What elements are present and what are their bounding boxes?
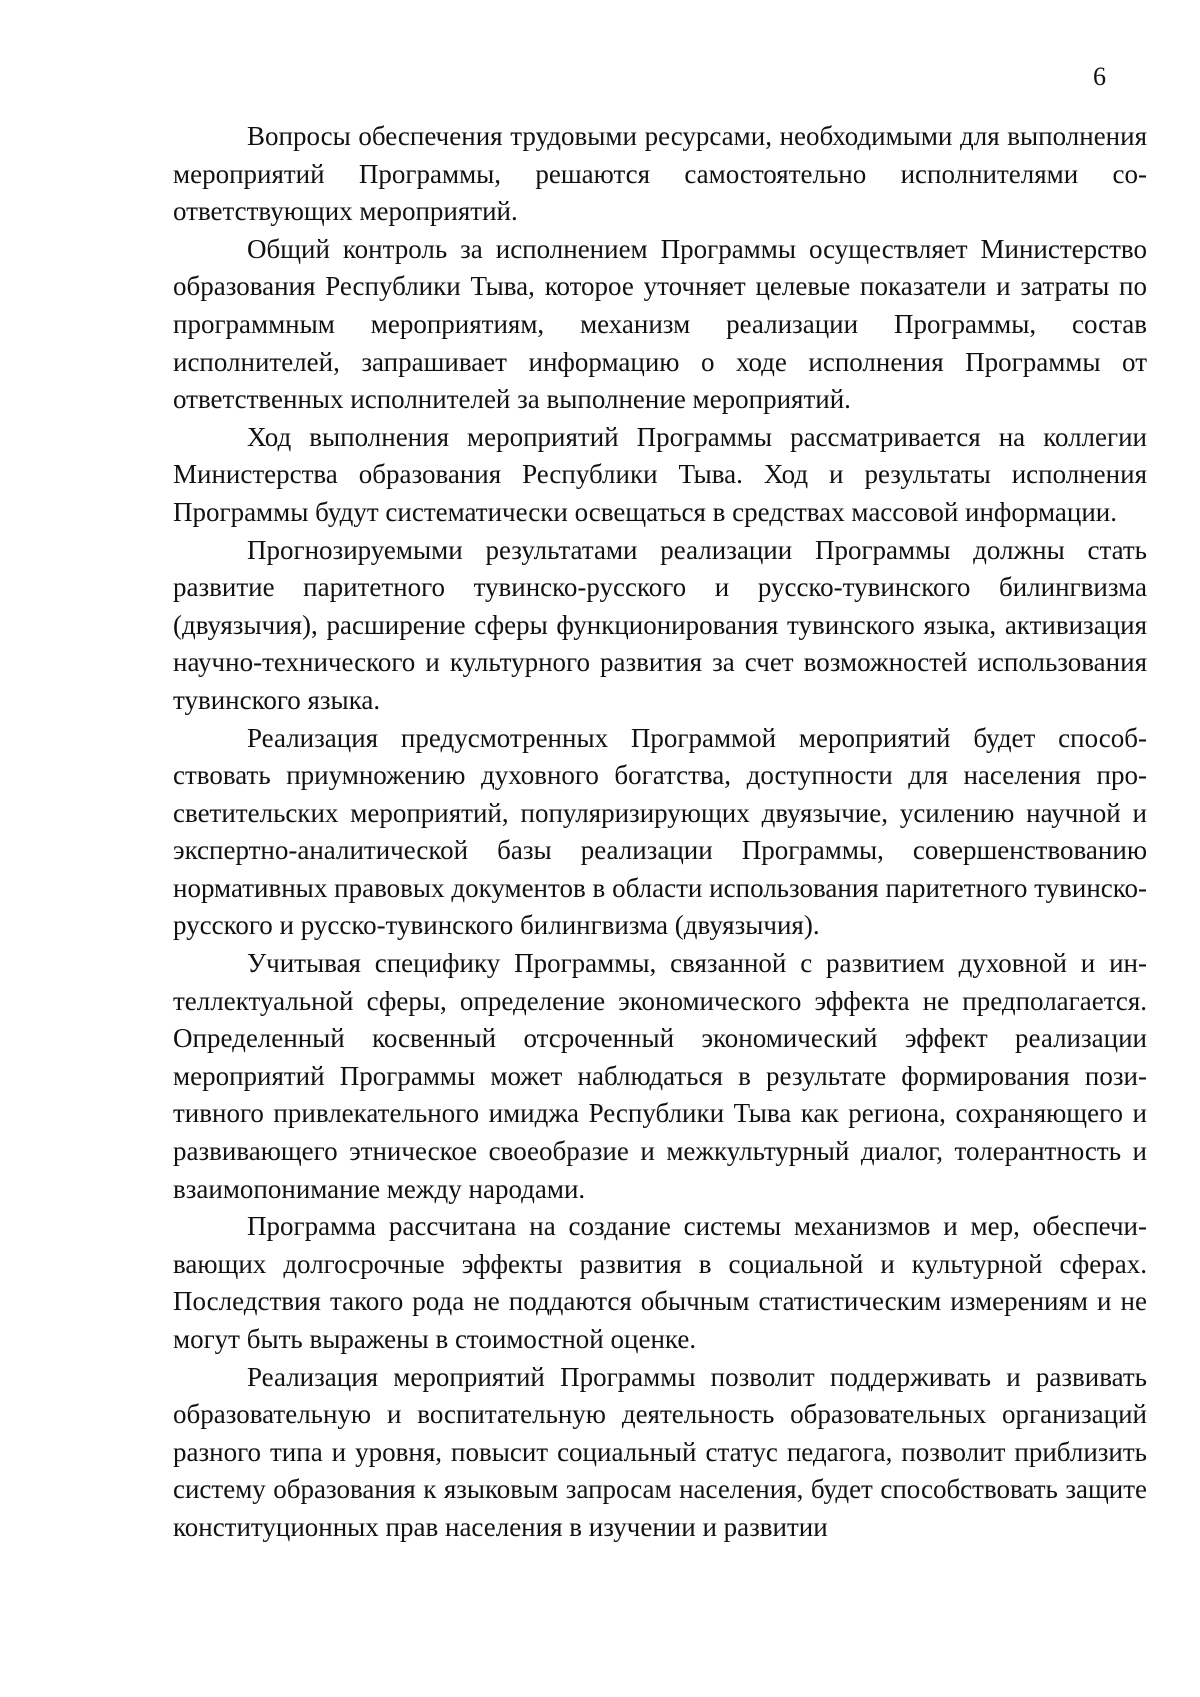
paragraph-long-term-effects: Программа рассчитана на создание системы механизмов и мер, обеспечивающих долгосрочные эффекты развития в социальной и культурной сферах. Последствия такого рода не поддаются обычным статистическим измерениям и не могут быть выражены в стоимостной оценке. bbox=[173, 1211, 1147, 1354]
paragraph-expected-results: Прогнозируемыми результатами реализации Программы должны стать развитие паритетного тувинско-русского и русско-тувинского билингвизма (двуязычия), расширение сферы функционирования тувинского языка, активизация научно-технического и культурного развития за счет возможностей использования тувинского языка. bbox=[173, 534, 1147, 715]
paragraph-general-control: Общий контроль за исполнением Программы осуществляет Министерство образования Республики Тыва, которое уточняет целевые показатели и затраты по программным мероприятиям, механизм реализации Программы, состав исполнителей, запрашивает информацию о ходе исполнения Программы от ответственных исполнителей за выполнение мероприятий. bbox=[173, 233, 1147, 415]
paragraph-implementation-benefits: Реализация предусмотренных Программой мероприятий будет способствовать приумножению духовного богатства, доступности для населения просветительских мероприятий, популяризирующих двуязычие, усилению научной и экспертно-аналитической базы реализации Программы, совершенствованию нормативных правовых документов в области использования паритетного тувинско-русского и русско-тувинского билингвизма (двуязычия). bbox=[173, 722, 1147, 941]
paragraph-economic-effect: Учитывая специфику Программы, связанной с развитием духовной и интеллектуальной сферы, определение экономического эффекта не предполагается. Определенный косвенный отсроченный экономический эффект реализации мероприятий Программы может наблюдаться в результате формирования позитивного привлекательного имиджа Республики Тыва как региона, сохраняющего и развивающего этническое своеобразие и межкультурный диалог, толерантность и взаимопонимание между народами. bbox=[173, 948, 1147, 1204]
paragraph-education-support: Реализация мероприятий Программы позволит поддерживать и развивать образовательную и воспитательную деятельность образовательных организаций разного типа и уровня, повысит социальный статус педагога, позволит приблизить систему образования к языковым запросам населения, будет способствовать защите конституционных прав населения в изучении и развитии bbox=[173, 1361, 1147, 1542]
paragraph-labor-resources: Вопросы обеспечения трудовыми ресурсами, необходимыми для выполнения мероприятий Программы, решаются самостоятельно исполнителями соответствующих мероприятий. bbox=[173, 121, 1147, 227]
document-body bbox=[173, 118, 1147, 1547]
page-number: 6 bbox=[1093, 62, 1106, 91]
paragraph-progress-review: Ход выполнения мероприятий Программы рассматривается на коллегии Министерства образования Республики Тыва. Ход и результаты исполнения Программы будут систематически освещаться в средствах массовой информации. bbox=[173, 421, 1147, 527]
